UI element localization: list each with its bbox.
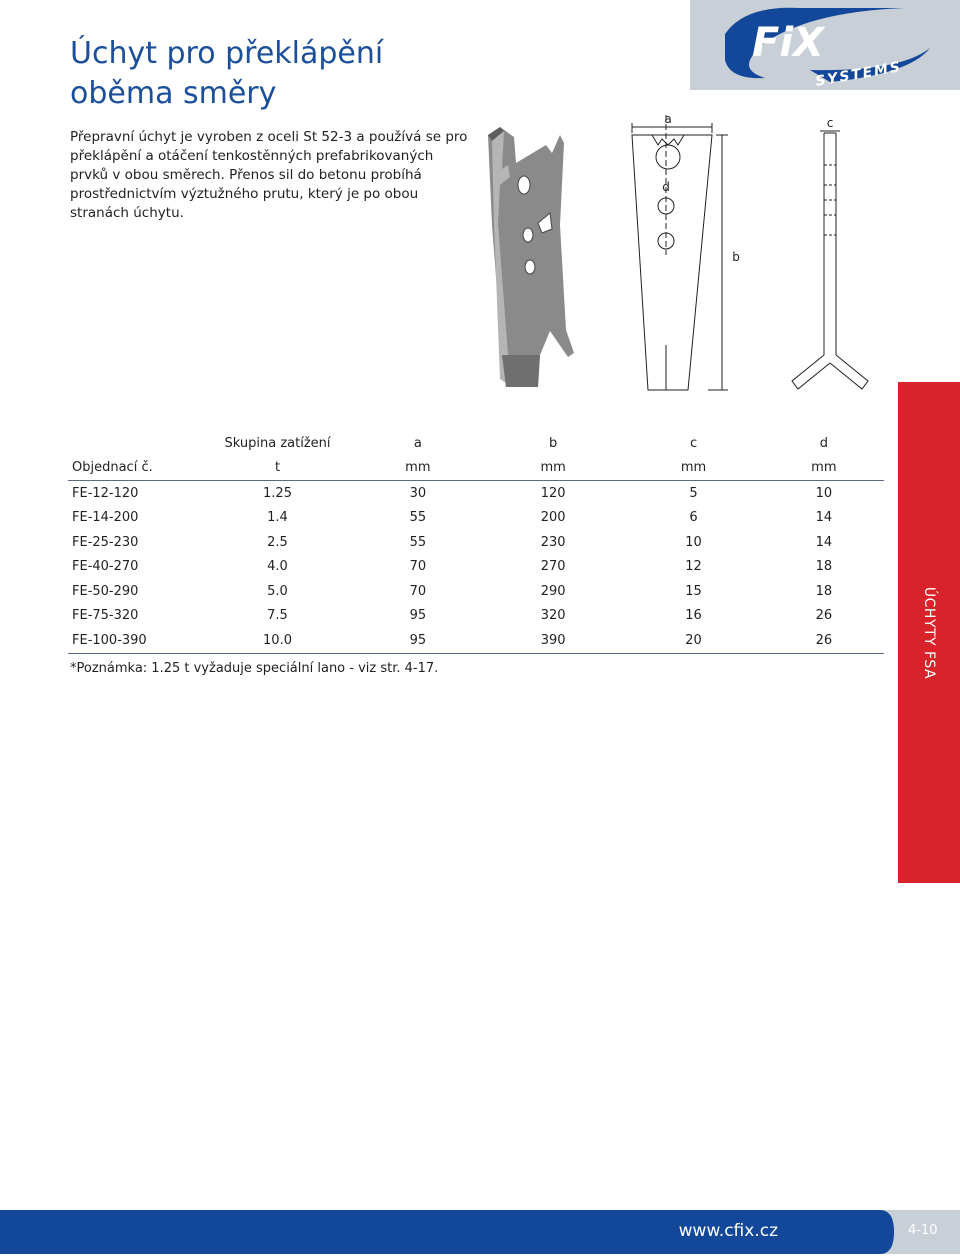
dimension-b-label: b (732, 250, 740, 264)
page-number: 4-10 (908, 1223, 938, 1238)
page-title: Úchyt pro překlápění oběma směry (70, 36, 384, 111)
table-row (68, 628, 884, 653)
table-row (68, 579, 884, 604)
table-cell: 10.0 (202, 628, 352, 653)
table-cell: 12 (685, 559, 702, 575)
dimension-a-label: a (664, 112, 672, 126)
table-cell: 20 (623, 628, 763, 653)
table-header-cell: a (413, 435, 422, 451)
table-cell: 95 (353, 628, 483, 653)
table-cell: 5.0 (267, 583, 288, 599)
table-header-cell: c (689, 435, 698, 451)
table-cell: 15 (685, 583, 702, 599)
table-cell: 320 (540, 608, 566, 624)
order-number-cell: FE-25-230 (72, 534, 139, 550)
table-units-row (68, 456, 884, 481)
order-number-cell: FE-50-290 (72, 583, 139, 599)
table-header-cell: d (819, 435, 828, 451)
table-cell: 95 (409, 608, 427, 624)
table-cell: 4.0 (267, 559, 288, 575)
technical-drawing (480, 105, 880, 395)
table-row (68, 506, 884, 531)
order-number-cell: FE-12-120 (72, 485, 139, 501)
brand-logo-area (690, 0, 960, 90)
logo-systems-text: SYSTEMS (814, 59, 904, 90)
table-cell: 26 (764, 628, 884, 653)
table-row (68, 604, 884, 629)
table-cell: 10 (815, 485, 833, 501)
footnote: *Poznámka: 1.25 t vyžaduje speciální lano - viz str. 4-17. (70, 661, 439, 676)
logo-brand-text: FiX (752, 20, 824, 66)
anchor-side-view (792, 131, 868, 389)
table-row (68, 481, 884, 506)
table-unit-cell: mm (483, 456, 623, 481)
table-cell: 18 (815, 583, 833, 599)
table-cell: 5 (689, 485, 698, 501)
cfix-logo (690, 0, 960, 90)
table-cell: 7.5 (267, 608, 288, 624)
table-cell: 200 (540, 510, 566, 526)
table-cell: 70 (409, 583, 427, 599)
table-header-cell (68, 431, 202, 456)
table-cell: 290 (540, 583, 566, 599)
table-cell: 270 (540, 559, 566, 575)
table-cell: 1.4 (267, 510, 288, 526)
table-cell: 2.5 (267, 534, 288, 550)
table-cell: 14 (815, 534, 833, 550)
table-unit-cell: mm (623, 456, 763, 481)
table-cell: 16 (685, 608, 702, 624)
side-tab-label: ÚCHYTY FSA (921, 586, 937, 679)
table-cell: 1.25 (263, 485, 292, 501)
footer-url-link[interactable]: www.cfix.cz (678, 1221, 778, 1241)
table-cell: 6 (689, 510, 698, 526)
footer-bar (0, 1210, 960, 1254)
table-header-cell: Skupina zatížení (224, 435, 331, 451)
order-number-cell: FE-14-200 (72, 510, 139, 526)
table-cell: 30 (409, 485, 427, 501)
dimension-d-label: d (662, 180, 670, 194)
order-number-cell: FE-40-270 (72, 559, 139, 575)
table-unit-cell: t (202, 456, 352, 481)
table-unit-cell: mm (764, 456, 884, 481)
table-header-cell: b (549, 435, 558, 451)
table-cell: 14 (815, 510, 833, 526)
table-cell: 70 (409, 559, 427, 575)
table-row (68, 555, 884, 580)
section-side-tab (898, 382, 960, 883)
anchor-front-view (632, 115, 728, 390)
dimension-c-label: c (826, 116, 834, 130)
table-cell: 26 (815, 608, 833, 624)
table-header-row (68, 431, 884, 456)
spec-table (68, 431, 884, 654)
table-cell: 230 (540, 534, 566, 550)
table-unit-cell: mm (353, 456, 483, 481)
table-cell: 120 (540, 485, 566, 501)
order-number-cell: FE-100-390 (68, 628, 202, 653)
table-cell: 55 (409, 510, 427, 526)
table-cell: 390 (483, 628, 623, 653)
table-cell: 18 (815, 559, 833, 575)
table-unit-cell: Objednací č. (68, 456, 202, 481)
table-cell: 10 (685, 534, 702, 550)
anchor-3d-view (488, 127, 574, 387)
intro-paragraph: Přepravní úchyt je vyroben z oceli St 52-3 a používá se pro překlápění a otáčení tenkostěnných prefabrikovaných prvků v obou směrech. Přenos sil do betonu probíhá prostřednictvím výztužného prutu, který je po obou stranách úchytu. (70, 129, 468, 221)
table-row (68, 530, 884, 555)
order-number-cell: FE-75-320 (72, 608, 139, 624)
table-cell: 55 (409, 534, 427, 550)
